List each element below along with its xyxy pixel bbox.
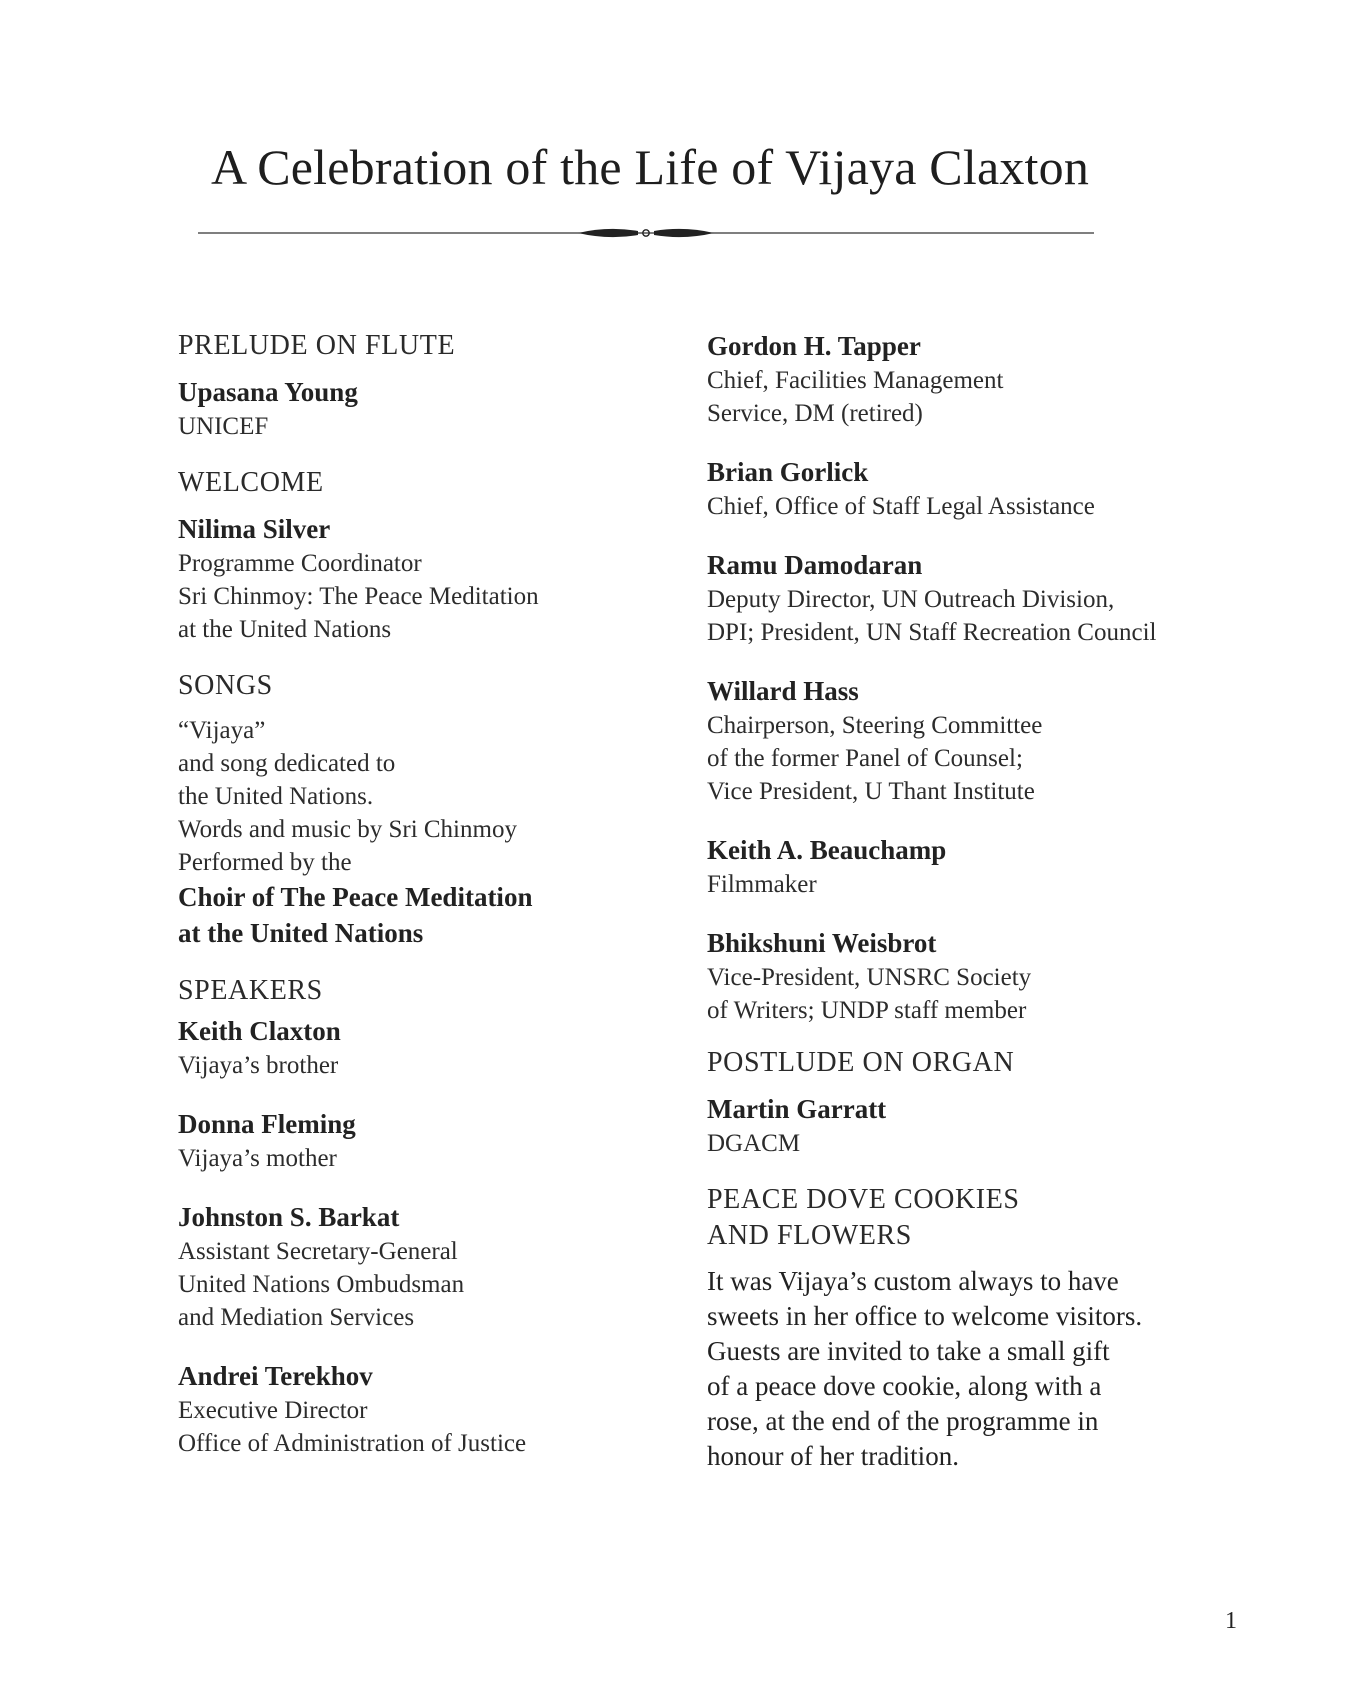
speaker-title: Deputy Director, UN Outreach Division,: [707, 586, 1115, 613]
section-heading-prelude: PRELUDE ON FLUTE: [178, 330, 456, 361]
cookies-section: [707, 1182, 1227, 1474]
section-heading-postlude: POSTLUDE ON ORGAN: [707, 1047, 1015, 1078]
speaker-title: Chief, Office of Staff Legal Assistance: [707, 493, 1095, 520]
speaker-title: United Nations Ombudsman: [178, 1271, 465, 1298]
songs-section: [178, 668, 618, 951]
cookies-text: honour of her tradition.: [707, 1441, 959, 1471]
speaker-name: Johnston S. Barkat: [178, 1202, 400, 1232]
speaker-title: Vice President, U Thant Institute: [707, 778, 1035, 805]
speakers-section: [178, 973, 618, 1460]
speaker-title: Assistant Secretary-General: [178, 1238, 458, 1265]
speaker-name: Andrei Terekhov: [178, 1361, 373, 1391]
speaker-entry: [707, 547, 1227, 649]
right-column: [707, 328, 1227, 1474]
welcome-speaker-title: Sri Chinmoy: The Peace Meditation: [178, 583, 539, 610]
speaker-entry: [178, 1106, 618, 1175]
speaker-name: Brian Gorlick: [707, 457, 869, 487]
songs-line: “Vijaya”: [178, 717, 266, 744]
speaker-name: Willard Hass: [707, 676, 859, 706]
page-title: A Celebration of the Life of Vijaya Claxton: [210, 139, 1090, 195]
speaker-entry: [178, 1013, 618, 1082]
performer-name: Martin Garratt: [707, 1094, 887, 1124]
speaker-title: DPI; President, UN Staff Recreation Council: [707, 619, 1157, 646]
songs-line: Words and music by Sri Chinmoy: [178, 816, 517, 843]
speaker-entry: [707, 454, 1227, 523]
speaker-entry: [707, 328, 1227, 430]
songs-line: Performed by the: [178, 849, 352, 876]
speaker-title: and Mediation Services: [178, 1304, 415, 1331]
speaker-title: Executive Director: [178, 1397, 368, 1424]
speaker-title: Chief, Facilities Management: [707, 367, 1004, 394]
welcome-section: [178, 465, 618, 646]
speaker-name: Donna Fleming: [178, 1109, 356, 1139]
section-heading-cookies: AND FLOWERS: [707, 1220, 912, 1251]
cookies-text: It was Vijaya’s custom always to have: [707, 1266, 1119, 1296]
speaker-entry: [178, 1199, 618, 1334]
speaker-name: Bhikshuni Weisbrot: [707, 928, 937, 958]
choir-name: Choir of The Peace Meditation: [178, 882, 533, 912]
title-divider: [198, 218, 1094, 248]
cookies-text: sweets in her office to welcome visitors.: [707, 1301, 1143, 1331]
section-heading-speakers: SPEAKERS: [178, 975, 323, 1006]
speaker-title: Chairperson, Steering Committee: [707, 712, 1043, 739]
welcome-speaker-title: Programme Coordinator: [178, 550, 422, 577]
speaker-entry: [707, 673, 1227, 808]
speaker-title: of the former Panel of Counsel;: [707, 745, 1023, 772]
speaker-entry: [707, 925, 1227, 1027]
speaker-title: Filmmaker: [707, 871, 817, 898]
songs-line: the United Nations.: [178, 783, 374, 810]
cookies-text: rose, at the end of the programme in: [707, 1406, 1099, 1436]
speaker-entry: [707, 832, 1227, 901]
postlude-section: [707, 1045, 1227, 1160]
cookies-text: of a peace dove cookie, along with a: [707, 1371, 1102, 1401]
section-heading-songs: SONGS: [178, 670, 273, 701]
welcome-speaker-name: Nilima Silver: [178, 514, 331, 544]
performer-affiliation: DGACM: [707, 1130, 801, 1157]
page-number: 1: [1225, 1608, 1237, 1634]
left-column: [178, 328, 618, 1484]
speaker-title: Service, DM (retired): [707, 400, 923, 427]
prelude-section: [178, 328, 618, 443]
speaker-name: Keith Claxton: [178, 1016, 341, 1046]
performer-name: Upasana Young: [178, 377, 358, 407]
songs-line: and song dedicated to: [178, 750, 396, 777]
performer-affiliation: UNICEF: [178, 413, 269, 440]
welcome-speaker-title: at the United Nations: [178, 616, 392, 643]
section-heading-cookies: PEACE DOVE COOKIES: [707, 1184, 1020, 1215]
cookies-text: Guests are invited to take a small gift: [707, 1336, 1110, 1366]
speaker-name: Ramu Damodaran: [707, 550, 923, 580]
speaker-title: Office of Administration of Justice: [178, 1430, 527, 1457]
speaker-entry: [178, 1358, 618, 1460]
choir-name: at the United Nations: [178, 918, 424, 948]
speaker-title: Vice-President, UNSRC Society: [707, 964, 1032, 991]
section-heading-welcome: WELCOME: [178, 467, 324, 498]
speaker-name: Gordon H. Tapper: [707, 331, 921, 361]
speaker-title: Vijaya’s brother: [178, 1052, 339, 1079]
speaker-name: Keith A. Beauchamp: [707, 835, 947, 865]
speaker-title: of Writers; UNDP staff member: [707, 997, 1027, 1024]
speaker-title: Vijaya’s mother: [178, 1145, 337, 1172]
